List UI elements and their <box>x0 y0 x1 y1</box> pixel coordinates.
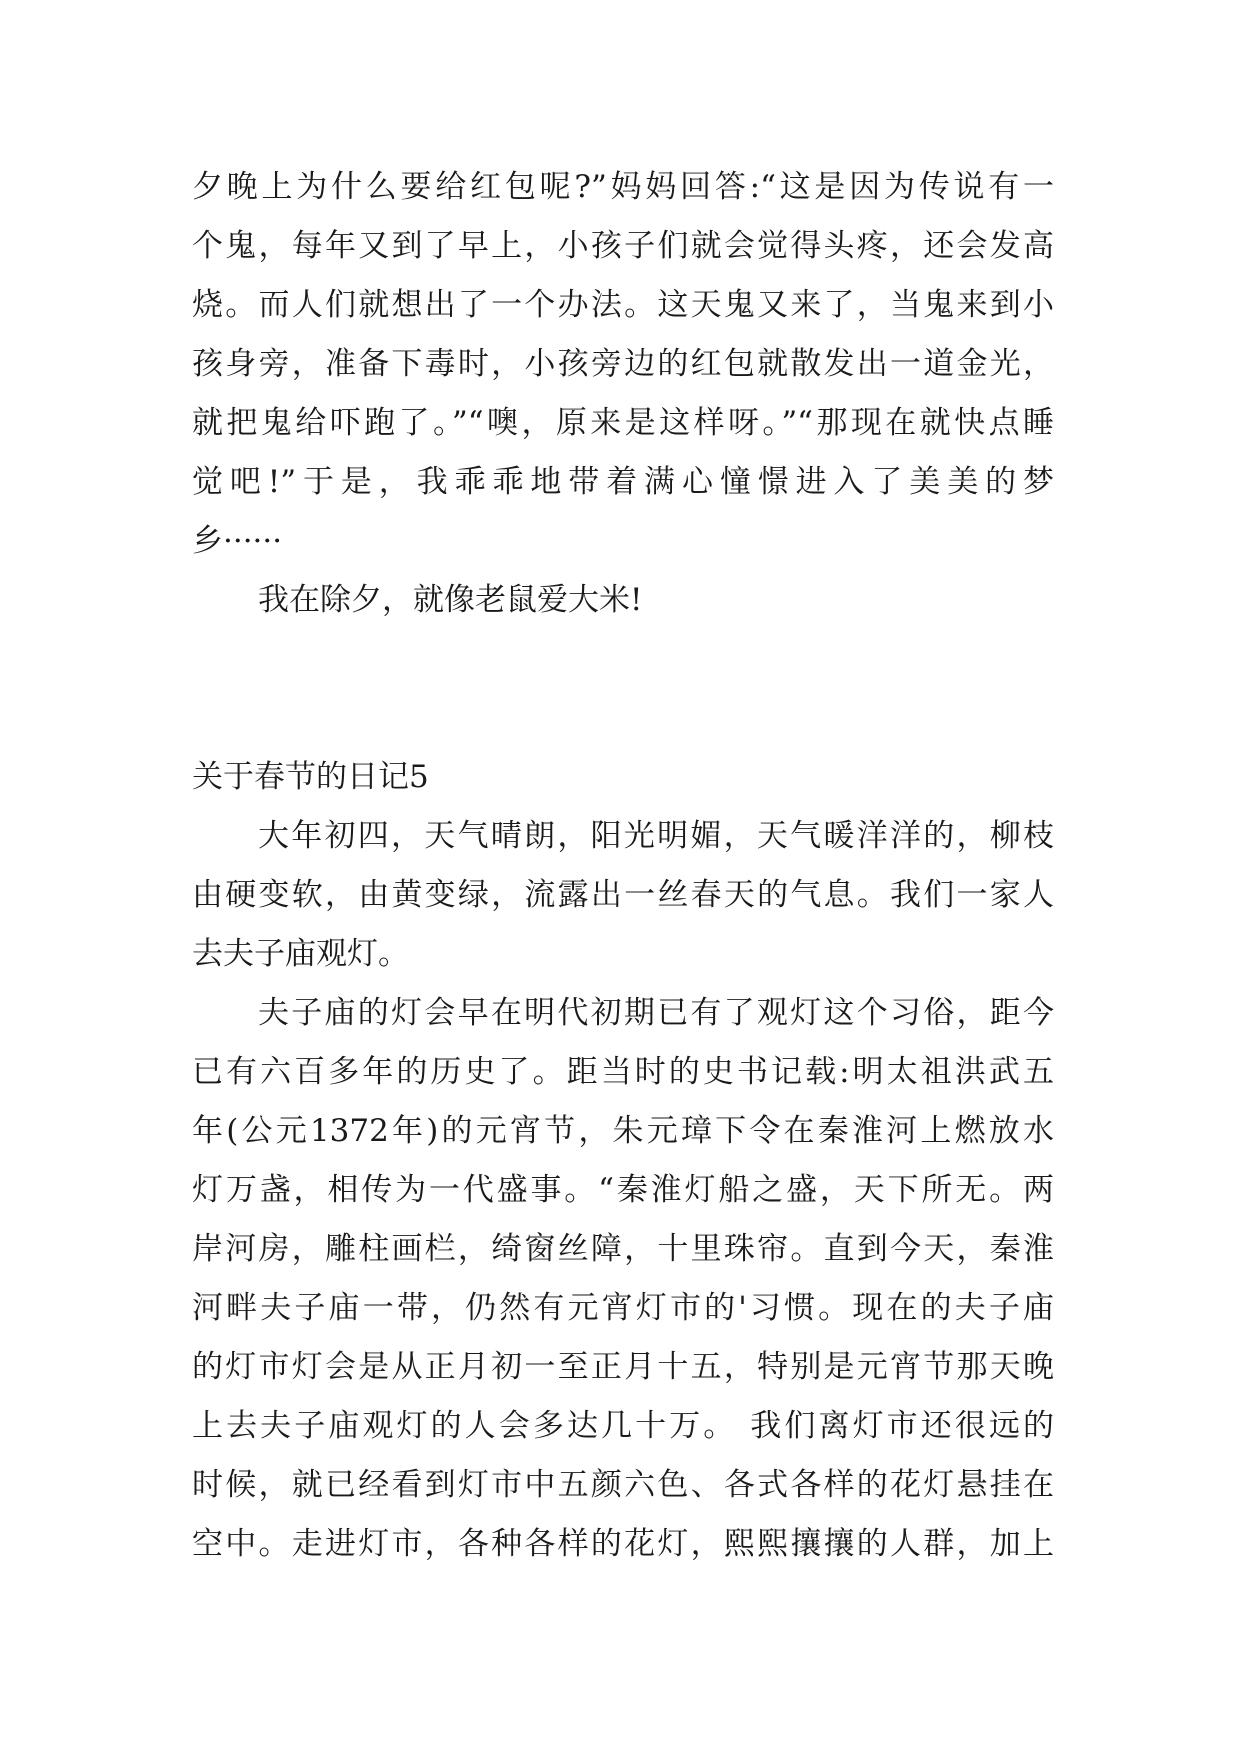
text-line: 烧。而人们就想出了一个办法。这天鬼又来了，当鬼来到小 <box>192 287 1054 323</box>
text-line: 空中。走进灯市，各种各样的花灯，熙熙攘攘的人群，加上 <box>192 1526 1054 1562</box>
section-spacer <box>192 630 1054 748</box>
document-body <box>192 158 1054 1574</box>
text-line: 大年初四，天气晴朗，阳光明媚，天气暖洋洋的，柳枝 <box>258 818 1054 854</box>
text-line: 年(公元1372年)的元宵节，朱元璋下令在秦淮河上燃放水 <box>192 1113 1054 1149</box>
paragraph-1 <box>192 158 1054 571</box>
text-line: 由硬变软，由黄变绿，流露出一丝春天的气息。我们一家人 <box>192 877 1054 913</box>
text-line: 已有六百多年的历史了。距当时的史书记载:明太祖洪武五 <box>192 1054 1054 1090</box>
text-line: 个鬼，每年又到了早上，小孩子们就会觉得头疼，还会发高 <box>192 228 1054 264</box>
text-line: 乡······ <box>192 523 283 559</box>
text-line: 灯万盏，相传为一代盛事。“秦淮灯船之盛，天下所无。两 <box>192 1172 1054 1208</box>
text-line: 觉吧!”于是，我乖乖地带着满心憧憬进入了美美的梦 <box>192 464 1054 500</box>
text-line: 夕晚上为什么要给红包呢?”妈妈回答:“这是因为传说有一 <box>192 169 1054 205</box>
text-line: 时候，就已经看到灯市中五颜六色、各式各样的花灯悬挂在 <box>192 1467 1054 1503</box>
text-line: 河畔夫子庙一带，仍然有元宵灯市的'习惯。现在的夫子庙 <box>192 1290 1054 1326</box>
section-title: 关于春节的日记5 <box>192 759 429 795</box>
text-line: 上去夫子庙观灯的人会多达几十万。 我们离灯市还很远的 <box>192 1408 1054 1444</box>
text-line: 我在除夕，就像老鼠爱大米! <box>258 582 643 618</box>
text-line: 的灯市灯会是从正月初一至正月十五，特别是元宵节那天晚 <box>192 1349 1054 1385</box>
text-line: 就把鬼给吓跑了。”“噢，原来是这样呀。”“那现在就快点睡 <box>192 405 1054 441</box>
paragraph-4 <box>192 984 1054 1574</box>
text-line: 去夫子庙观灯。 <box>192 936 409 972</box>
text-line: 岸河房，雕柱画栏，绮窗丝障，十里珠帘。直到今天，秦淮 <box>192 1231 1054 1267</box>
paragraph-3 <box>192 807 1054 984</box>
text-line: 孩身旁，准备下毒时，小孩旁边的红包就散发出一道金光， <box>192 346 1054 382</box>
text-line: 夫子庙的灯会早在明代初期已有了观灯这个习俗，距今 <box>258 995 1054 1031</box>
paragraph-2 <box>192 571 1054 630</box>
